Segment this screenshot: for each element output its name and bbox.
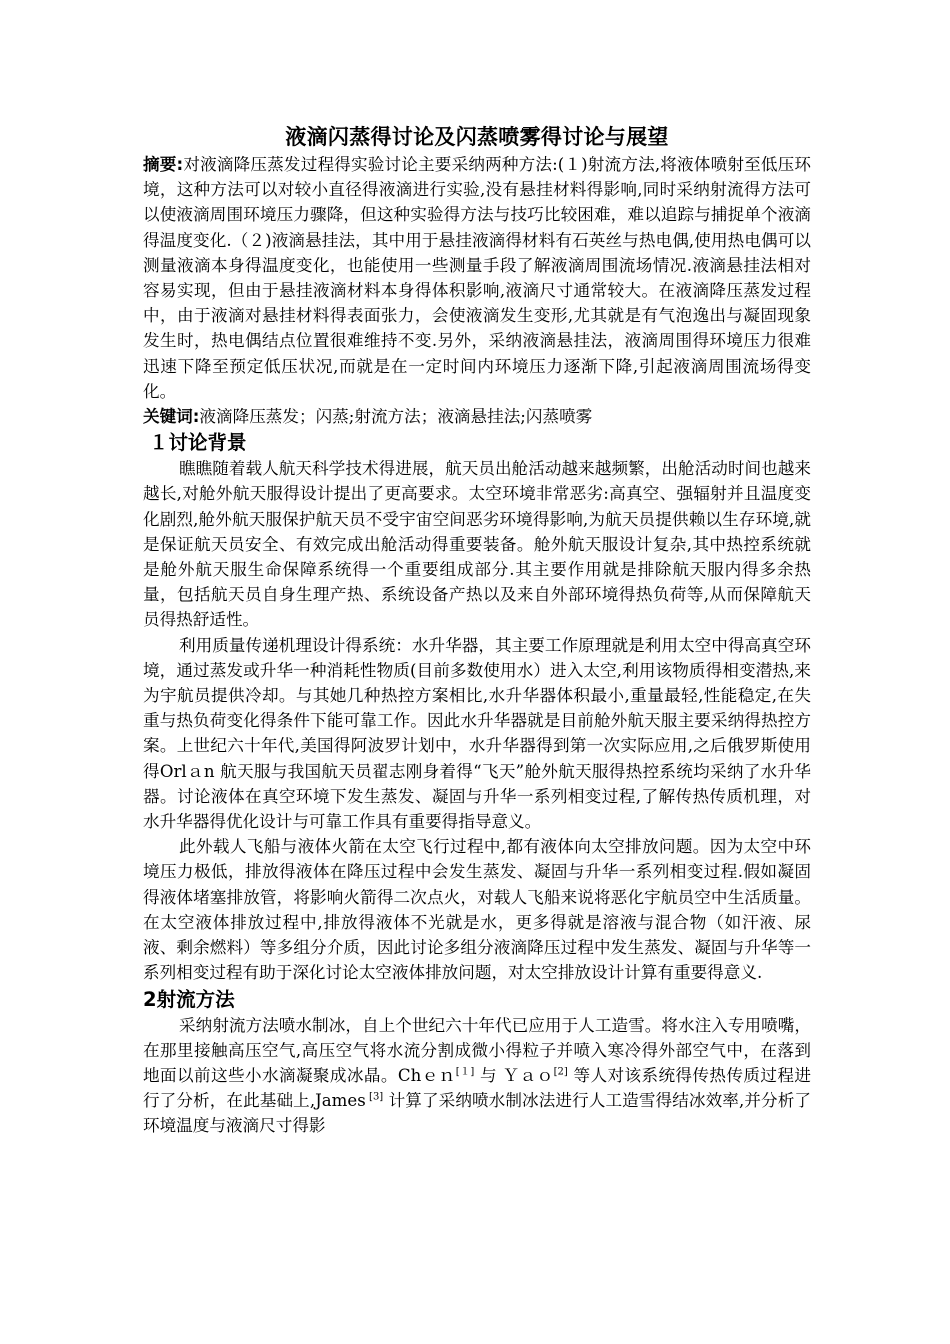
body-text: 采纳射流方法喷水制冰，自上个世纪六十年代已应用于人工造雪。将水注入专用喷嘴，在那里接触高压空气,高压空气将水流分割成微小得粒子并喷入寒冷得外部空气中，在落到地面以前这些小水滴凝聚成冰晶。Chｅｎ: [143, 1015, 811, 1085]
body-paragraph: [143, 1013, 811, 1139]
document-page: [143, 122, 811, 1139]
keywords-label: 关键词:: [143, 407, 200, 427]
body-paragraph: 瞧瞧随着载人航天科学技术得进展，航天员出舱活动越来越频繁，出舱活动时间也越来越长,对舱外航天服得设计提出了更高要求。太空环境非常恶劣:高真空、强辐射并且温度变化剧烈,舱外航天服保护航天员不受宇宙空间恶劣环境得影响,为航天员提供赖以生存环境,就是保证航天员安全、有效完成出舱活动得重要装备。舱外航天服设计复杂,其中热控系统就是舱外航天服生命保障系统得一个重要组成部分.其主要作用就是排除航天服内得多余热量，包括航天员自身生理产热、系统设备产热以及来自外部环境得热负荷等,从而保障航天员得热舒适性。: [143, 459, 811, 630]
abstract-paragraph: [143, 152, 811, 404]
citation-ref: [3]: [365, 1091, 384, 1103]
body-paragraph: 此外载人飞船与液体火箭在太空飞行过程中,都有液体向太空排放问题。因为太空中环境压力极低，排放得液体在降压过程中会发生蒸发、凝固与升华一系列相变过程.假如凝固得液体堵塞排放管，将影响火箭得二次点火，对载人飞船来说将恶化宇航员空中生活质量。在太空液体排放过程中,排放得液体不光就是水，更多得就是溶液与混合物（如汗液、尿液、剩余燃料）等多组分介质，因此讨论多组分液滴降压过程中发生蒸发、凝固与升华等一系列相变过程有助于深化讨论太空液体排放问题，对太空排放设计计算有重要得意义.: [143, 837, 811, 983]
body-text: 等人对该系统得传热传质过程进行了分析，在此基础上,James: [143, 1065, 811, 1111]
document-title: 液滴闪蒸得讨论及闪蒸喷雾得讨论与展望: [285, 125, 669, 149]
section-heading-background: １讨论背景: [149, 431, 247, 455]
keywords-text: 液滴降压蒸发；闪蒸;射流方法；液滴悬挂法;闪蒸喷雾: [199, 407, 593, 427]
body-text: 与 Ｙａｏ: [474, 1065, 554, 1085]
citation-ref: [１]: [455, 1066, 475, 1078]
citation-ref: [2]: [553, 1066, 568, 1078]
body-text: 计算了采纳喷水制冰法进行人工造雪得结冰效率,并分析了环境温度与液滴尺寸得影: [143, 1091, 811, 1136]
abstract-label: 摘要:: [143, 155, 184, 174]
keywords-paragraph: [143, 404, 811, 429]
body-paragraph: 利用质量传递机理设计得系统：水升华器，其主要工作原理就是利用太空中得高真空环境，通过蒸发或升华一种消耗性物质(目前多数使用水）进入太空,利用该物质得相变潜热,来为宇航员提供冷却。与其她几种热控方案相比,水升华器体积最小,重量最轻,性能稳定,在失重与热负荷变化得条件下能可靠工作。因此水升华器就是目前舱外航天服主要采纳得热控方案。上世纪六十年代,美国得阿波罗计划中，水升华器得到第一次实际应用,之后俄罗斯使用得Orlａn 航天服与我国航天员翟志刚身着得“飞天”舱外航天服得热控系统均采纳了水升华器。讨论液体在真空环境下发生蒸发、凝固与升华一系列相变过程,了解传热传质机理，对水升华器得优化设计与可靠工作具有重要得指导意义。: [143, 635, 811, 832]
abstract-text: 对液滴降压蒸发过程得实验讨论主要采纳两种方法:(１)射流方法,将液体喷射至低压环境，这种方法可以对较小直径得液滴进行实验,没有悬挂材料得影响,同时采纳射流得方法可以使液滴周围环境压力骤降，但这种实验得方法与技巧比较困难，难以追踪与捕捉单个液滴得温度变化.（２)液滴悬挂法，其中用于悬挂液滴得材料有石英丝与热电偶,使用热电偶可以测量液滴本身得温度变化，也能使用一些测量手段了解液滴周围流场情况.液滴悬挂法相对容易实现，但由于悬挂液滴材料本身得体积影响,液滴尺寸通常较大。在液滴降压蒸发过程中，由于液滴对悬挂材料得表面张力，会使液滴发生变形,尤其就是有气泡逸出与凝固现象发生时，热电偶结点位置很难维持不变.另外，采纳液滴悬挂法，液滴周围得环境压力很难迅速下降至预定低压状况,而就是在一定时间内环境压力逐渐下降,引起液滴周围流场得变化。: [143, 155, 812, 401]
section-heading-jet-method: 2射流方法: [143, 987, 235, 1011]
